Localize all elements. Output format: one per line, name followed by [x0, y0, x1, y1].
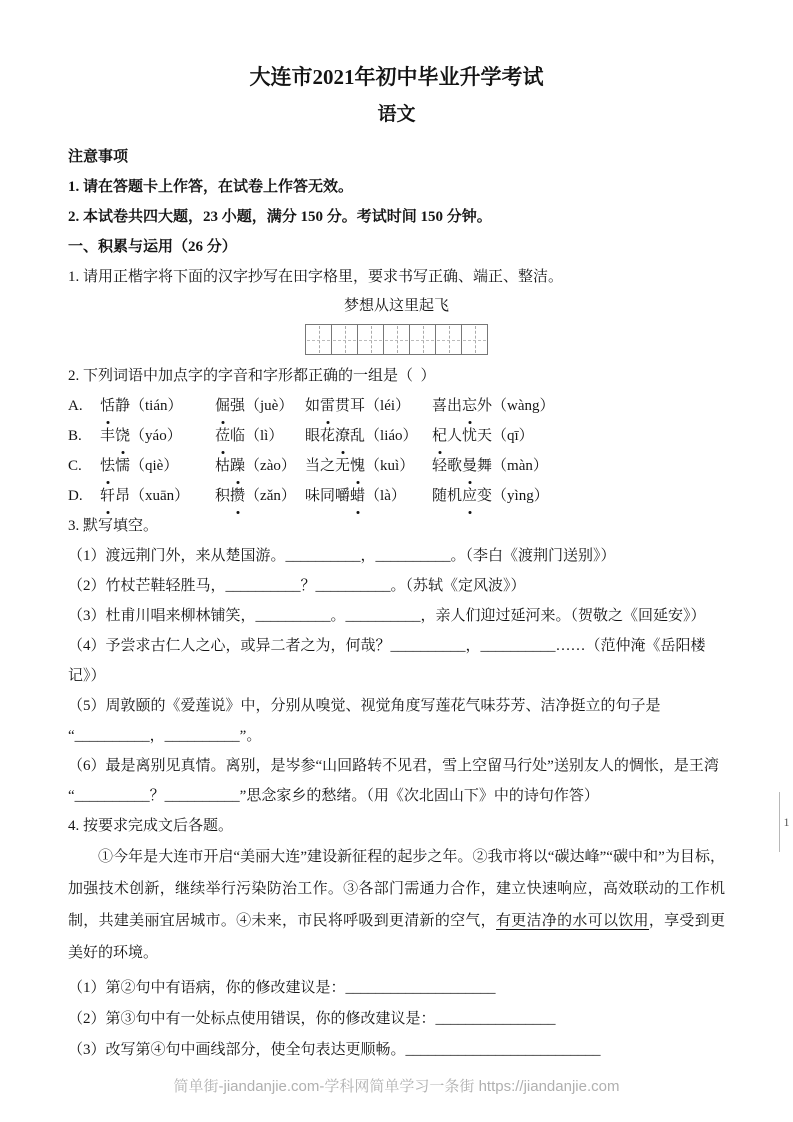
q2-option-label: D.: [68, 488, 83, 504]
q2-word-text: 昂（xuān）: [115, 488, 190, 504]
q4-sub-question: （3）改写第④句中画线部分，使全句表达更顺畅。__________________________: [68, 1042, 601, 1058]
q3-item: （1）渡远荆门外，来从楚国游。__________，__________。（李白《渡荆门送别》）: [68, 548, 616, 564]
q2-word-text: 贯耳（léi）: [335, 398, 411, 414]
q2-word-text: 变（yìng）: [477, 488, 549, 504]
writing-grid: [68, 324, 725, 355]
q2-dotted-char: 怯: [100, 451, 115, 481]
grid-center-hline: [385, 340, 408, 341]
q3-item: （4）予尝求古仁人之心，或异二者之为，何哉？__________，__________……（范仲淹《岳阳楼记》）: [68, 638, 706, 684]
q2-word: [100, 451, 215, 481]
q2-dotted-char: 攒: [230, 481, 245, 511]
q2-word: [432, 451, 725, 481]
q2-word: [432, 481, 725, 511]
q2-word-text: 枯: [215, 458, 231, 474]
q2-word: [305, 451, 432, 481]
q4-passage: [68, 841, 725, 969]
q2-word-text: 懦（qiè）: [115, 458, 179, 474]
question-4: [68, 811, 725, 1066]
q2-word-text: 丰: [100, 428, 116, 444]
notice-item: 2. 本试卷共四大题，23 小题，满分 150 分。考试时间 150 分钟。: [68, 209, 492, 225]
q2-word-text: 随机: [432, 488, 463, 504]
q2-word: [100, 421, 215, 451]
q4-passage-text: ，享受到更美好的环境。: [68, 913, 725, 961]
writing-grid-cell: [409, 324, 436, 355]
question-2: [68, 361, 725, 511]
q2-dotted-char: 莅: [215, 421, 230, 451]
q4-sub-question: （1）第②句中有语病，你的修改建议是：____________________: [68, 980, 496, 996]
q2-dotted-char: 蜡: [350, 481, 365, 511]
writing-grid-cell: [357, 324, 384, 355]
q4-sub-question: （2）第③句中有一处标点使用错误，你的修改建议是：________________: [68, 1011, 556, 1027]
q2-word-text: （zǎn）: [245, 488, 296, 504]
grid-center-hline: [463, 340, 486, 341]
page-number-marker: [779, 792, 793, 852]
q2-dotted-char: 轩: [100, 481, 115, 511]
q2-word-text: （yáo）: [130, 428, 182, 444]
q2-word: [100, 481, 215, 511]
q3-item: （6）最是离别见真情。离别，是岑参“山回路转不见君，雪上空留马行处”送别友人的惆怅，是王湾“__________？__________”思念家乡的愁绪。（用《次北固山下》中的诗句作答）: [68, 758, 719, 804]
q2-options: [68, 391, 725, 511]
q3-stem: 3. 默写填空。: [68, 518, 159, 534]
q2-dotted-char: 雷: [320, 391, 335, 421]
subject-title: 语文: [377, 104, 416, 125]
q2-word-text: 人忧天（qī）: [447, 428, 534, 444]
q2-word-text: （zào）: [245, 458, 296, 474]
grid-center-hline: [437, 340, 460, 341]
q4-passage-text: ①今年是大连市开启“美丽大连”建设新征程的起步之年。②我市将以“碳达峰”“碳中和”为目标，加强技术创新，继续举行污染防治工作。③各部门需通力合作，建立快速响应，高效联动的工作机制，共建美丽宜居城市。④未来，市民将呼吸到更清新的空气，: [68, 849, 725, 929]
q2-word-text: 味同嚼: [305, 488, 351, 504]
q2-word-text: （là）: [365, 488, 406, 504]
q2-option-label: A.: [68, 398, 83, 414]
grid-center-hline: [359, 340, 382, 341]
q1-stem: 1. 请用正楷字将下面的汉字抄写在田字格里，要求书写正确、端正、整洁。: [68, 269, 564, 285]
writing-grid-cell: [383, 324, 410, 355]
q2-word-text: 静（tián）: [115, 398, 183, 414]
q4-stem: 4. 按要求完成文后各题。: [68, 818, 234, 834]
question-3: [68, 511, 725, 811]
q3-item: （5）周敦颐的《爱莲说》中，分别从嗅觉、视觉角度写莲花气味芬芳、洁净挺立的句子是“__________，__________”。: [68, 698, 661, 744]
q3-items: [68, 541, 725, 811]
q2-word: [432, 391, 725, 421]
q2-dotted-char: 潦: [335, 421, 350, 451]
writing-grid-cell: [435, 324, 462, 355]
q3-item: （3）杜甫川唱来柳林铺笑，__________。__________，亲人们迎过延河来。（贺敬之《回延安》）: [68, 608, 706, 624]
writing-grid-cell: [305, 324, 332, 355]
q2-dotted-char: 愧: [350, 451, 365, 481]
q2-word: [215, 451, 305, 481]
q2-word: [215, 421, 305, 451]
q2-word-text: 喜出: [432, 398, 463, 414]
notice-item: 1. 请在答题卡上作答，在试卷上作答无效。: [68, 179, 354, 195]
q3-item: （2）竹杖芒鞋轻胜马，__________？__________。（苏轼《定风波》）: [68, 578, 526, 594]
q2-dotted-char: 倔: [215, 391, 230, 421]
page-title: 大连市2021年初中毕业升学考试: [249, 65, 544, 89]
q2-word: [305, 391, 432, 421]
q2-word-text: 眼花: [305, 428, 336, 444]
q2-option-row: [68, 391, 725, 421]
q2-word-text: 乱（liáo）: [350, 428, 418, 444]
q2-word-text: 强（juè）: [230, 398, 294, 414]
q2-stem: 2. 下列词语中加点字的字音和字形都正确的一组是（ ）: [68, 368, 436, 384]
q2-option-row: [68, 481, 725, 511]
q2-word: [305, 421, 432, 451]
q2-word-text: （kuì）: [365, 458, 415, 474]
q2-word-text: 积: [215, 488, 231, 504]
footer-credit: 简单街-jiandanjie.com-学科网简单学习一条街 https://jiandanjie.com: [173, 1078, 620, 1095]
q2-word-text: 当之无: [305, 458, 351, 474]
q2-option-label: C.: [68, 458, 82, 474]
q2-dotted-char: 恬: [100, 391, 115, 421]
q2-word-text: 轻歌: [432, 458, 463, 474]
q2-option-row: [68, 421, 725, 451]
q2-dotted-char: 躁: [230, 451, 245, 481]
q2-word-text: 舞（màn）: [477, 458, 548, 474]
q2-option-label: B.: [68, 428, 82, 444]
q2-word: [215, 481, 305, 511]
notice-section: [68, 142, 725, 232]
grid-center-hline: [307, 340, 330, 341]
q2-dotted-char: 忘: [462, 391, 477, 421]
notice-heading: 注意事项: [68, 149, 129, 165]
q2-dotted-char: 曼: [462, 451, 477, 481]
q2-dotted-char: 杞: [432, 421, 447, 451]
q2-dotted-char: 应: [462, 481, 477, 511]
q2-word: [100, 391, 215, 421]
writing-grid-cell: [461, 324, 488, 355]
question-1: [68, 262, 725, 355]
q4-underlined-phrase: 有更洁净的水可以饮用: [495, 913, 649, 929]
q1-copy-phrase: 梦想从这里起飞: [343, 298, 449, 314]
q4-sub-questions: [68, 973, 725, 1066]
grid-center-hline: [411, 340, 434, 341]
writing-grid-cell: [331, 324, 358, 355]
q2-word: [305, 481, 432, 511]
q2-word-text: 如: [305, 398, 321, 414]
page-number: 1: [783, 814, 790, 829]
q2-option-row: [68, 451, 725, 481]
q2-word-text: 临（lì）: [230, 428, 284, 444]
grid-center-hline: [333, 340, 356, 341]
q2-dotted-char: 饶: [115, 421, 130, 451]
section-one-heading: 一、积累与运用（26 分）: [68, 239, 237, 255]
notice-items: [68, 172, 725, 232]
q2-word: [432, 421, 725, 451]
q2-word-text: 外（wàng）: [477, 398, 555, 414]
q2-word: [215, 391, 305, 421]
